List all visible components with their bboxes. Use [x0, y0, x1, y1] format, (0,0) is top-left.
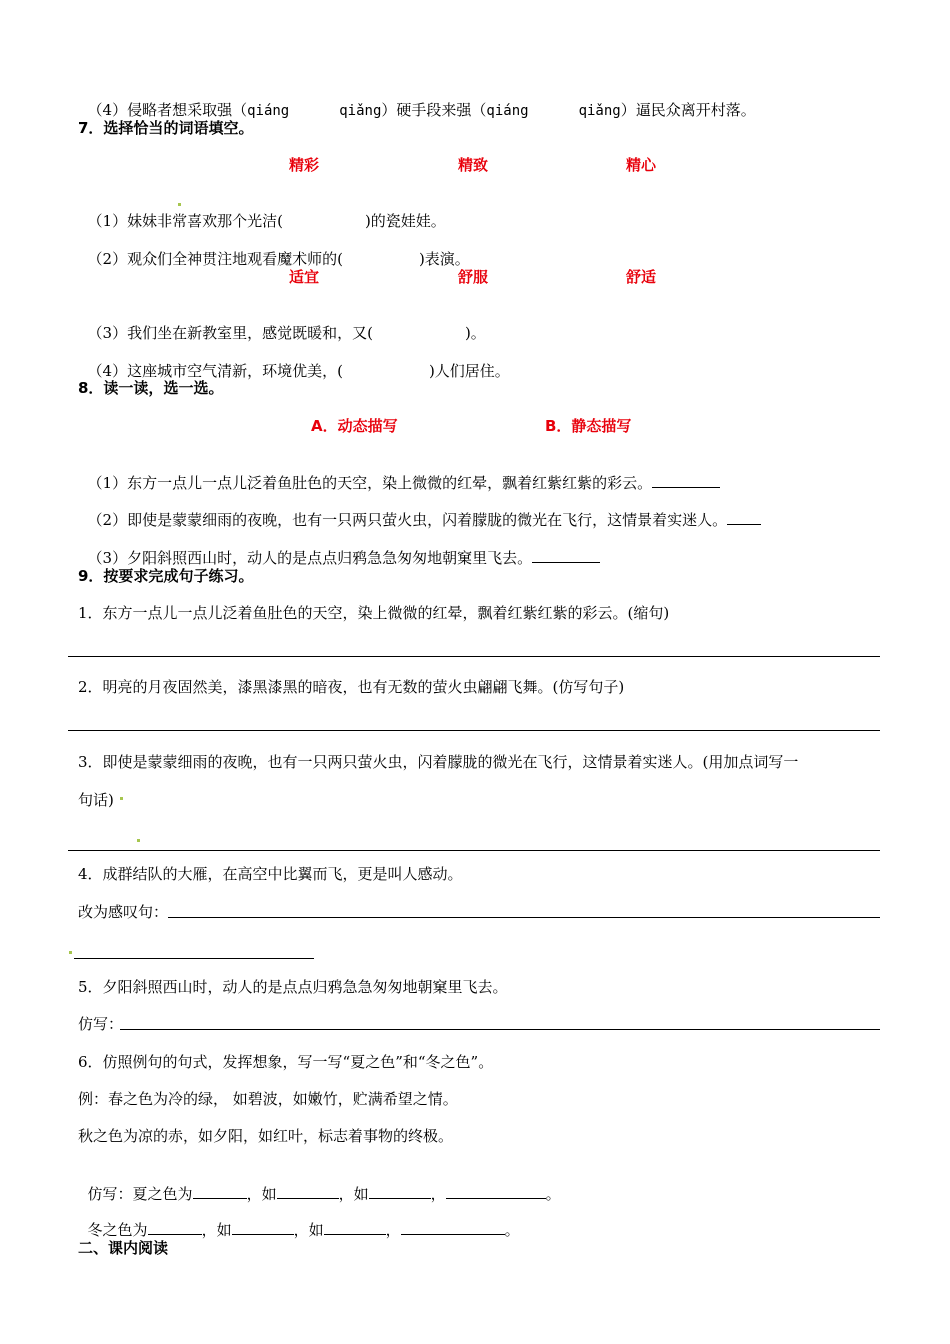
q9-example: 例：春之色为冷的绿， 如碧波，如嫩竹，贮满希望之情。 [78, 1090, 458, 1108]
q9-sentence-1: 1．东方一点儿一点儿泛着鱼肚色的天空，染上微微的红晕，飘着红紫红紫的彩云。(缩句) [78, 604, 670, 622]
q7-item-2-pre: （2）观众们全神贯注地观看魔术师的( [87, 250, 343, 268]
q7-option-5: 舒服 [458, 268, 489, 286]
q7-item-2 [78, 229, 470, 269]
q7-item-4-post: )人们居住。 [428, 362, 510, 380]
winter-sep: ，如 [201, 1221, 232, 1239]
q8-title: 8．读一读，选一选。 [78, 379, 224, 397]
answer-blank[interactable] [324, 1220, 386, 1235]
q7-option-4: 适宜 [289, 268, 320, 286]
answer-blank[interactable] [193, 1184, 247, 1199]
q6-item-4-prefix: （4）侵略者想采取强（ [87, 101, 248, 119]
q8-item-2 [78, 490, 761, 530]
summer-prefix: 仿写：夏之色为 [87, 1185, 193, 1203]
q7-item-2-post: )表演。 [418, 250, 470, 268]
winter-end: 。 [504, 1221, 520, 1239]
q7-item-3-post: )。 [464, 324, 486, 342]
answer-blank[interactable] [401, 1220, 505, 1235]
q7-item-1-post: )的瓷娃娃。 [364, 212, 446, 230]
answer-blank[interactable] [148, 1220, 202, 1235]
q7-item-1-pre: （1）妹妹非常喜欢那个光洁( [87, 212, 283, 230]
decorative-dot [137, 839, 140, 842]
q9-sentence-3a: 3．即使是蒙蒙细雨的夜晚，也有一只两只萤火虫，闪着朦胧的微光在飞行，这情景着实迷人。(用加点词写一 [78, 753, 799, 771]
summer-sep: ， [430, 1185, 446, 1203]
q7-item-4 [78, 341, 510, 381]
q9-exclamation-label: 改为感叹句： [78, 903, 169, 921]
pinyin-option: qiáng [486, 103, 529, 119]
q9-imitate-label: 仿写： [78, 1015, 124, 1033]
summer-end: 。 [545, 1185, 561, 1203]
decorative-dot [120, 797, 123, 800]
q9-sentence-6: 6．仿照例句的句式，发挥想象，写一写“夏之色”和“冬之色”。 [78, 1053, 494, 1071]
answer-line[interactable] [68, 656, 880, 657]
answer-blank[interactable] [277, 1184, 339, 1199]
q8-item-1 [78, 453, 720, 493]
summer-sep: ，如 [246, 1185, 277, 1203]
q9-summer [78, 1164, 561, 1204]
q6-item-4-mid: ）硬手段来强（ [381, 101, 487, 119]
answer-line[interactable] [168, 917, 880, 918]
q7-item-1 [78, 191, 446, 231]
decorative-dot [69, 951, 72, 954]
answer-line[interactable] [74, 958, 314, 959]
answer-line[interactable] [120, 1029, 880, 1030]
section-2-title: 二、课内阅读 [78, 1239, 169, 1257]
winter-sep: ， [385, 1221, 401, 1239]
q6-item-4 [78, 80, 756, 121]
q8-item-1-text: （1）东方一点儿一点儿泛着鱼肚色的天空，染上微微的红晕，飘着红紫红紫的彩云。 [87, 474, 653, 492]
answer-blank[interactable] [369, 1184, 431, 1199]
pinyin-option: qiǎng [578, 103, 621, 119]
answer-blank[interactable] [232, 1220, 294, 1235]
answer-line[interactable] [68, 850, 880, 851]
answer-line[interactable] [68, 730, 880, 731]
q9-sentence-3b: 句话) [78, 791, 114, 809]
q7-option-3: 精心 [626, 156, 657, 174]
decorative-dot [178, 203, 181, 206]
q8-option-a: A．动态描写 [311, 417, 398, 435]
q7-title: 7．选择恰当的词语填空。 [78, 119, 254, 137]
pinyin-option: qiáng [247, 103, 290, 119]
q6-item-4-suffix: ）逼民众离开村落。 [620, 101, 756, 119]
q8-option-b: B．静态描写 [545, 417, 632, 435]
q9-sentence-2: 2．明亮的月夜固然美，漆黑漆黑的暗夜，也有无数的萤火虫翩翩飞舞。(仿写句子) [78, 678, 625, 696]
q7-item-3-pre: （3）我们坐在新教室里，感觉既暖和，又( [87, 324, 373, 342]
q9-winter [78, 1200, 520, 1240]
answer-blank[interactable] [532, 548, 600, 563]
pinyin-option: qiǎng [339, 103, 382, 119]
q9-sentence-5: 5．夕阳斜照西山时，动人的是点点归鸦急急匆匆地朝窠里飞去。 [78, 978, 508, 996]
q7-option-2: 精致 [458, 156, 489, 174]
q9-title: 9．按要求完成句子练习。 [78, 567, 254, 585]
q8-item-2-text: （2）即使是蒙蒙细雨的夜晚，也有一只两只萤火虫，闪着朦胧的微光在飞行，这情景着实迷人。 [87, 511, 728, 529]
answer-blank[interactable] [727, 510, 761, 525]
answer-blank[interactable] [652, 473, 720, 488]
winter-sep: ，如 [293, 1221, 324, 1239]
q8-item-3-text: （3）夕阳斜照西山时，动人的是点点归鸦急急匆匆地朝窠里飞去。 [87, 549, 533, 567]
q8-item-3 [78, 528, 600, 568]
winter-prefix: 冬之色为 [87, 1221, 148, 1239]
q7-item-3 [78, 303, 486, 343]
q7-item-4-pre: （4）这座城市空气清新，环境优美，( [87, 362, 343, 380]
answer-blank[interactable] [446, 1184, 546, 1199]
q7-option-1: 精彩 [289, 156, 320, 174]
q7-option-6: 舒适 [626, 268, 657, 286]
q9-autumn: 秋之色为凉的赤，如夕阳，如红叶，标志着事物的终极。 [78, 1127, 454, 1145]
q9-sentence-4: 4．成群结队的大雁，在高空中比翼而飞，更是叫人感动。 [78, 865, 463, 883]
summer-sep: ，如 [338, 1185, 369, 1203]
